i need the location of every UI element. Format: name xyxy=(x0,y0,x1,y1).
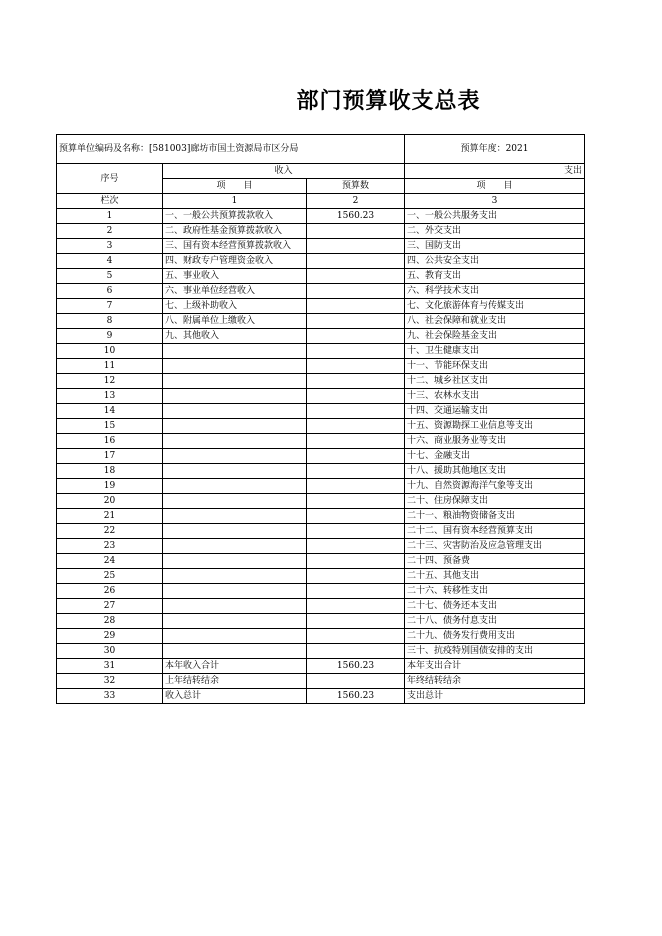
income-item-cell xyxy=(163,524,307,539)
table-row xyxy=(57,644,585,659)
budget-amount-cell xyxy=(307,329,405,344)
seq-cell: 23 xyxy=(57,539,163,554)
income-header: 收入 xyxy=(163,164,405,179)
income-item-cell xyxy=(163,494,307,509)
income-item-cell xyxy=(163,539,307,554)
income-item-cell xyxy=(163,464,307,479)
income-item-cell xyxy=(163,434,307,449)
seq-cell: 27 xyxy=(57,599,163,614)
budget-amount-cell xyxy=(307,509,405,524)
expense-item-cell: 二十六、转移性支出 xyxy=(405,584,585,599)
table-row xyxy=(57,284,585,299)
expense-item-cell: 二十一、粮油物资储备支出 xyxy=(405,509,585,524)
seq-cell: 25 xyxy=(57,569,163,584)
seq-cell: 29 xyxy=(57,629,163,644)
unit-label: 预算单位编码及名称：[581003]廊坊市国土资源局市区分局 xyxy=(57,135,405,164)
expense-item-cell: 二、外交支出 xyxy=(405,224,585,239)
expense-item-cell: 十五、资源勘探工业信息等支出 xyxy=(405,419,585,434)
income-item-cell xyxy=(163,404,307,419)
expense-item-cell: 十八、援助其他地区支出 xyxy=(405,464,585,479)
table-row xyxy=(57,434,585,449)
seq-cell: 32 xyxy=(57,674,163,689)
budget-amount-cell xyxy=(307,224,405,239)
budget-amount-cell xyxy=(307,569,405,584)
budget-amount-cell xyxy=(307,239,405,254)
expense-item-cell: 三十、抗疫特别国债安排的支出 xyxy=(405,644,585,659)
budget-amount-cell xyxy=(307,434,405,449)
expense-item-cell: 十九、自然资源海洋气象等支出 xyxy=(405,479,585,494)
table-row xyxy=(57,404,585,419)
income-item-cell: 六、事业单位经营收入 xyxy=(163,284,307,299)
income-item-cell xyxy=(163,509,307,524)
income-item-cell: 五、事业收入 xyxy=(163,269,307,284)
expense-item-cell: 二十五、其他支出 xyxy=(405,569,585,584)
seq-cell: 11 xyxy=(57,359,163,374)
seq-cell: 14 xyxy=(57,404,163,419)
table-row xyxy=(57,224,585,239)
seq-cell: 28 xyxy=(57,614,163,629)
table-row xyxy=(57,329,585,344)
expense-item-cell: 二十三、灾害防治及应急管理支出 xyxy=(405,539,585,554)
budget-amount-cell xyxy=(307,254,405,269)
expense-item-cell: 十六、商业服务业等支出 xyxy=(405,434,585,449)
seq-cell: 12 xyxy=(57,374,163,389)
col-number-2: 2 xyxy=(307,194,405,209)
budget-amount-cell xyxy=(307,539,405,554)
expense-item-cell: 一、一般公共服务支出 xyxy=(405,209,585,224)
budget-amount-cell xyxy=(307,419,405,434)
income-item-cell: 收入总计 xyxy=(163,689,307,704)
col-number-row xyxy=(57,194,585,209)
income-item-cell xyxy=(163,449,307,464)
expense-item-cell: 六、科学技术支出 xyxy=(405,284,585,299)
table-row xyxy=(57,254,585,269)
expense-item-cell: 支出总计 xyxy=(405,689,585,704)
table-row xyxy=(57,659,585,674)
budget-amount-cell xyxy=(307,614,405,629)
income-item-cell: 三、国有资本经营预算拨款收入 xyxy=(163,239,307,254)
table-row xyxy=(57,269,585,284)
expense-item-cell: 十三、农林水支出 xyxy=(405,389,585,404)
seq-cell: 19 xyxy=(57,479,163,494)
seq-cell: 24 xyxy=(57,554,163,569)
table-row xyxy=(57,554,585,569)
expense-item-cell: 五、教育支出 xyxy=(405,269,585,284)
seq-cell: 26 xyxy=(57,584,163,599)
table-row xyxy=(57,239,585,254)
seq-cell: 8 xyxy=(57,314,163,329)
seq-cell: 33 xyxy=(57,689,163,704)
income-item-cell: 本年收入合计 xyxy=(163,659,307,674)
seq-cell: 30 xyxy=(57,644,163,659)
income-item-header: 项 目 xyxy=(163,179,307,194)
table-row xyxy=(57,599,585,614)
income-item-cell: 八、附属单位上缴收入 xyxy=(163,314,307,329)
expense-item-cell: 九、社会保险基金支出 xyxy=(405,329,585,344)
income-item-cell xyxy=(163,479,307,494)
budget-header: 预算数 xyxy=(307,179,405,194)
table-row xyxy=(57,449,585,464)
table-row xyxy=(57,374,585,389)
table-row xyxy=(57,359,585,374)
table-row xyxy=(57,314,585,329)
budget-amount-cell xyxy=(307,554,405,569)
seq-cell: 9 xyxy=(57,329,163,344)
seq-cell: 1 xyxy=(57,209,163,224)
budget-amount-cell: 1560.23 xyxy=(307,659,405,674)
seq-cell: 16 xyxy=(57,434,163,449)
seq-cell: 20 xyxy=(57,494,163,509)
seq-header: 序号 xyxy=(57,164,163,194)
budget-amount-cell xyxy=(307,359,405,374)
table-row xyxy=(57,389,585,404)
seq-cell: 13 xyxy=(57,389,163,404)
budget-amount-cell: 1560.23 xyxy=(307,689,405,704)
expense-item-cell: 二十八、债务付息支出 xyxy=(405,614,585,629)
income-item-cell xyxy=(163,629,307,644)
budget-amount-cell xyxy=(307,299,405,314)
seq-cell: 22 xyxy=(57,524,163,539)
income-item-cell xyxy=(163,389,307,404)
budget-amount-cell xyxy=(307,284,405,299)
income-item-cell xyxy=(163,569,307,584)
seq-cell: 6 xyxy=(57,284,163,299)
budget-amount-cell xyxy=(307,674,405,689)
budget-amount-cell xyxy=(307,269,405,284)
expense-item-cell: 十一、节能环保支出 xyxy=(405,359,585,374)
income-item-cell: 一、一般公共预算拨款收入 xyxy=(163,209,307,224)
table-row xyxy=(57,524,585,539)
expense-item-cell: 二十九、债务发行费用支出 xyxy=(405,629,585,644)
budget-amount-cell xyxy=(307,524,405,539)
budget-amount-cell xyxy=(307,584,405,599)
expense-item-cell: 本年支出合计 xyxy=(405,659,585,674)
header-row xyxy=(57,135,585,164)
seq-cell: 4 xyxy=(57,254,163,269)
expense-item-cell: 十四、交通运输支出 xyxy=(405,404,585,419)
expense-item-cell: 十七、金融支出 xyxy=(405,449,585,464)
table-row xyxy=(57,689,585,704)
expense-item-cell: 三、国防支出 xyxy=(405,239,585,254)
seq-cell: 15 xyxy=(57,419,163,434)
budget-amount-cell xyxy=(307,644,405,659)
section-row xyxy=(57,164,585,179)
table-row xyxy=(57,629,585,644)
expense-item-cell: 年终结转结余 xyxy=(405,674,585,689)
seq-cell: 2 xyxy=(57,224,163,239)
income-item-cell xyxy=(163,374,307,389)
table-row xyxy=(57,494,585,509)
table-row xyxy=(57,419,585,434)
expense-item-header: 项 目 xyxy=(405,179,585,194)
year-label: 预算年度：2021 xyxy=(405,135,585,164)
seq-cell: 17 xyxy=(57,449,163,464)
table-row xyxy=(57,509,585,524)
col-number-3: 3 xyxy=(405,194,585,209)
expense-header: 支出 xyxy=(405,164,585,179)
table-row xyxy=(57,299,585,314)
budget-amount-cell xyxy=(307,449,405,464)
page-title: 部门预算收支总表 xyxy=(296,89,481,114)
table-row xyxy=(57,464,585,479)
income-item-cell xyxy=(163,359,307,374)
budget-amount-cell xyxy=(307,494,405,509)
expense-item-cell: 十二、城乡社区支出 xyxy=(405,374,585,389)
income-item-cell: 四、财政专户管理资金收入 xyxy=(163,254,307,269)
seq-cell: 3 xyxy=(57,239,163,254)
income-item-cell xyxy=(163,554,307,569)
table-row xyxy=(57,209,585,224)
income-item-cell: 七、上级补助收入 xyxy=(163,299,307,314)
income-item-cell: 二、政府性基金预算拨款收入 xyxy=(163,224,307,239)
col-number-label: 栏次 xyxy=(57,194,163,209)
income-item-cell xyxy=(163,584,307,599)
expense-item-cell: 二十七、债务还本支出 xyxy=(405,599,585,614)
budget-table xyxy=(56,134,585,704)
table-row xyxy=(57,539,585,554)
expense-item-cell: 七、文化旅游体育与传媒支出 xyxy=(405,299,585,314)
col-number-1: 1 xyxy=(163,194,307,209)
budget-amount-cell: 1560.23 xyxy=(307,209,405,224)
income-item-cell: 上年结转结余 xyxy=(163,674,307,689)
budget-amount-cell xyxy=(307,374,405,389)
income-item-cell xyxy=(163,599,307,614)
table-row xyxy=(57,674,585,689)
budget-amount-cell xyxy=(307,314,405,329)
budget-amount-cell xyxy=(307,599,405,614)
income-item-cell: 九、其他收入 xyxy=(163,329,307,344)
table-row xyxy=(57,569,585,584)
budget-amount-cell xyxy=(307,344,405,359)
budget-amount-cell xyxy=(307,479,405,494)
seq-cell: 31 xyxy=(57,659,163,674)
table-row xyxy=(57,614,585,629)
table-row xyxy=(57,479,585,494)
table-row xyxy=(57,344,585,359)
seq-cell: 5 xyxy=(57,269,163,284)
seq-cell: 10 xyxy=(57,344,163,359)
income-item-cell xyxy=(163,614,307,629)
budget-amount-cell xyxy=(307,389,405,404)
expense-item-cell: 四、公共安全支出 xyxy=(405,254,585,269)
seq-cell: 7 xyxy=(57,299,163,314)
income-item-cell xyxy=(163,419,307,434)
expense-item-cell: 二十二、国有资本经营预算支出 xyxy=(405,524,585,539)
expense-item-cell: 十、卫生健康支出 xyxy=(405,344,585,359)
income-item-cell xyxy=(163,344,307,359)
budget-amount-cell xyxy=(307,464,405,479)
budget-amount-cell xyxy=(307,404,405,419)
budget-amount-cell xyxy=(307,629,405,644)
seq-cell: 18 xyxy=(57,464,163,479)
expense-item-cell: 八、社会保障和就业支出 xyxy=(405,314,585,329)
table-row xyxy=(57,584,585,599)
seq-cell: 21 xyxy=(57,509,163,524)
expense-item-cell: 二十四、预备费 xyxy=(405,554,585,569)
income-item-cell xyxy=(163,644,307,659)
expense-item-cell: 二十、住房保障支出 xyxy=(405,494,585,509)
